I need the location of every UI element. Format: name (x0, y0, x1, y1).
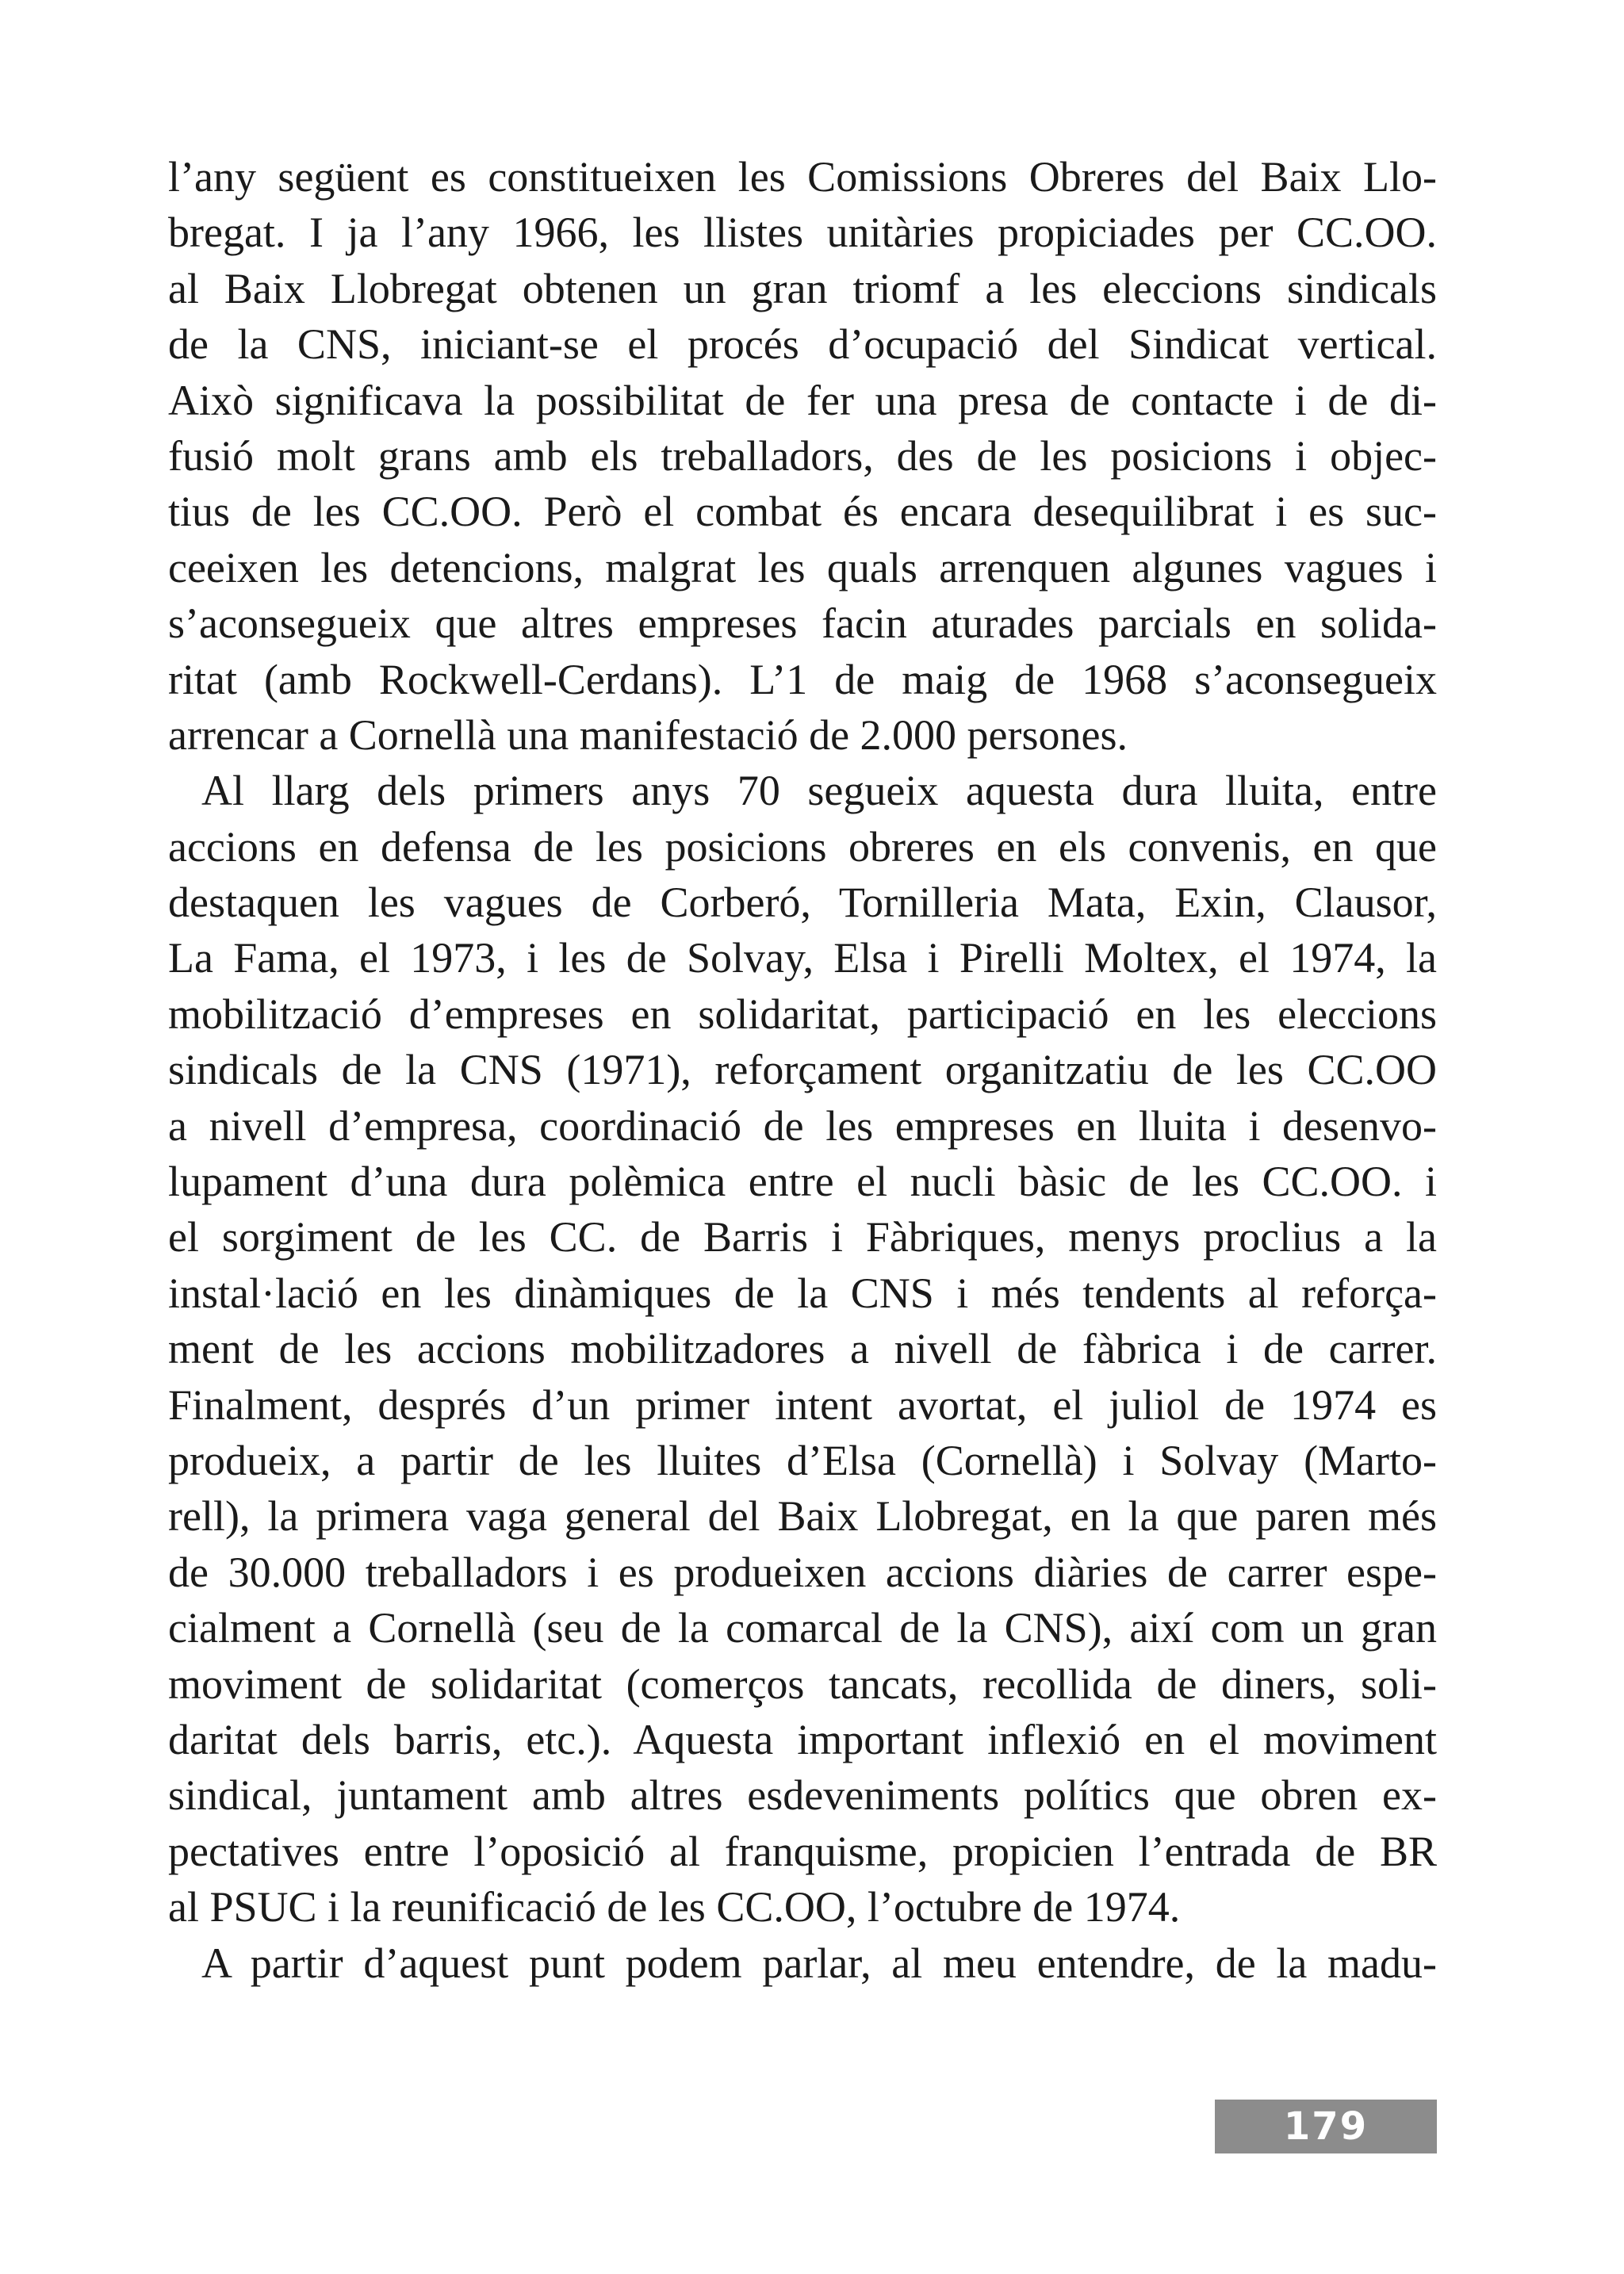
paragraph-1-line: bregat. I ja l’any 1966, les llistes unitàries propiciades per CC.OO. (168, 209, 1437, 257)
paragraph-2-line: Finalment, després d’un primer intent avortat, el juliol de 1974 es (168, 1380, 1437, 1429)
paragraph-2-line: instal·lació en les dinàmiques de la CNS i més tendents al reforça- (168, 1269, 1437, 1317)
paragraph-2-line: a nivell d’empresa, coordinació de les empreses en lluita i desenvo- (168, 1101, 1437, 1150)
paragraph-1-line: Això significava la possibilitat de fer una presa de contacte i de di- (168, 376, 1437, 424)
paragraph-2-line: La Fama, el 1973, i les de Solvay, Elsa i Pirelli Moltex, el 1974, la (168, 934, 1437, 982)
page-number: 179 (1283, 2104, 1369, 2149)
paragraph-1-line: l’any següent es constitueixen les Comissions Obreres del Baix Llo- (168, 153, 1437, 201)
paragraph-2-line: ment de les accions mobilitzadores a nivell de fàbrica i de carrer. (168, 1325, 1437, 1373)
paragraph-2-line: lupament d’una dura polèmica entre el nucli bàsic de les CC.OO. i (168, 1158, 1437, 1206)
paragraph-1-line: arrencar a Cornellà una manifestació de 2.000 persones. (168, 710, 1128, 759)
paragraph-2-line: accions en defensa de les posicions obreres en els convenis, en que (168, 822, 1437, 871)
paragraph-1-line: al Baix Llobregat obtenen un gran triomf a les eleccions sindicals (168, 264, 1437, 312)
paragraph-2-line: moviment de solidaritat (comerços tancats, recollida de diners, soli- (168, 1660, 1437, 1708)
paragraph-1-line: tius de les CC.OO. Però el combat és encara desequilibrat i es suc- (168, 488, 1437, 536)
paragraph-2-line: sindicals de la CNS (1971), reforçament organitzatiu de les CC.OO (168, 1046, 1437, 1094)
paragraph-2-line: rell), la primera vaga general del Baix Llobregat, en la que paren més (168, 1492, 1437, 1541)
body-text (168, 149, 1437, 1991)
paragraph-2-line: mobilització d’empreses en solidaritat, participació en les eleccions (168, 990, 1437, 1038)
paragraph-2-line: Al llarg dels primers anys 70 segueix aquesta dura lluita, entre (201, 767, 1437, 815)
paragraph-2-line: cialment a Cornellà (seu de la comarcal de la CNS), així com un gran (168, 1604, 1437, 1652)
paragraph-1-line: ceeixen les detencions, malgrat les quals arrenquen algunes vagues i (168, 543, 1437, 591)
paragraph-2-line: pectatives entre l’oposició al franquisme, propicien l’entrada de BR (168, 1827, 1437, 1875)
paragraph-3-line: A partir d’aquest punt podem parlar, al meu entendre, de la madu- (201, 1939, 1437, 1987)
paragraph-1-line: ritat (amb Rockwell-Cerdans). L’1 de maig de 1968 s’aconsegueix (168, 655, 1437, 703)
paragraph-2-line: al PSUC i la reunificació de les CC.OO, l’octubre de 1974. (168, 1883, 1181, 1931)
paragraph-2-line: destaquen les vagues de Corberó, Tornilleria Mata, Exin, Clausor, (168, 879, 1437, 927)
paragraph-2-line: produeix, a partir de les lluites d’Elsa (Cornellà) i Solvay (Marto- (168, 1436, 1437, 1484)
paragraph-1-line: de la CNS, iniciant-se el procés d’ocupació del Sindicat vertical. (168, 320, 1437, 369)
paragraph-2-line: daritat dels barris, etc.). Aquesta important inflexió en el moviment (168, 1715, 1437, 1763)
paragraph-2-line: sindical, juntament amb altres esdeveniments polítics que obren ex- (168, 1771, 1437, 1820)
paragraph-1-line: s’aconsegueix que altres empreses facin aturades parcials en solida- (168, 599, 1437, 648)
page-number-badge (1215, 2100, 1437, 2153)
paragraph-2-line: de 30.000 treballadors i es produeixen accions diàries de carrer espe- (168, 1548, 1437, 1596)
paragraph-2-line: el sorgiment de les CC. de Barris i Fàbriques, menys proclius a la (168, 1213, 1437, 1261)
paragraph-1-line: fusió molt grans amb els treballadors, des de les posicions i objec- (168, 431, 1437, 480)
